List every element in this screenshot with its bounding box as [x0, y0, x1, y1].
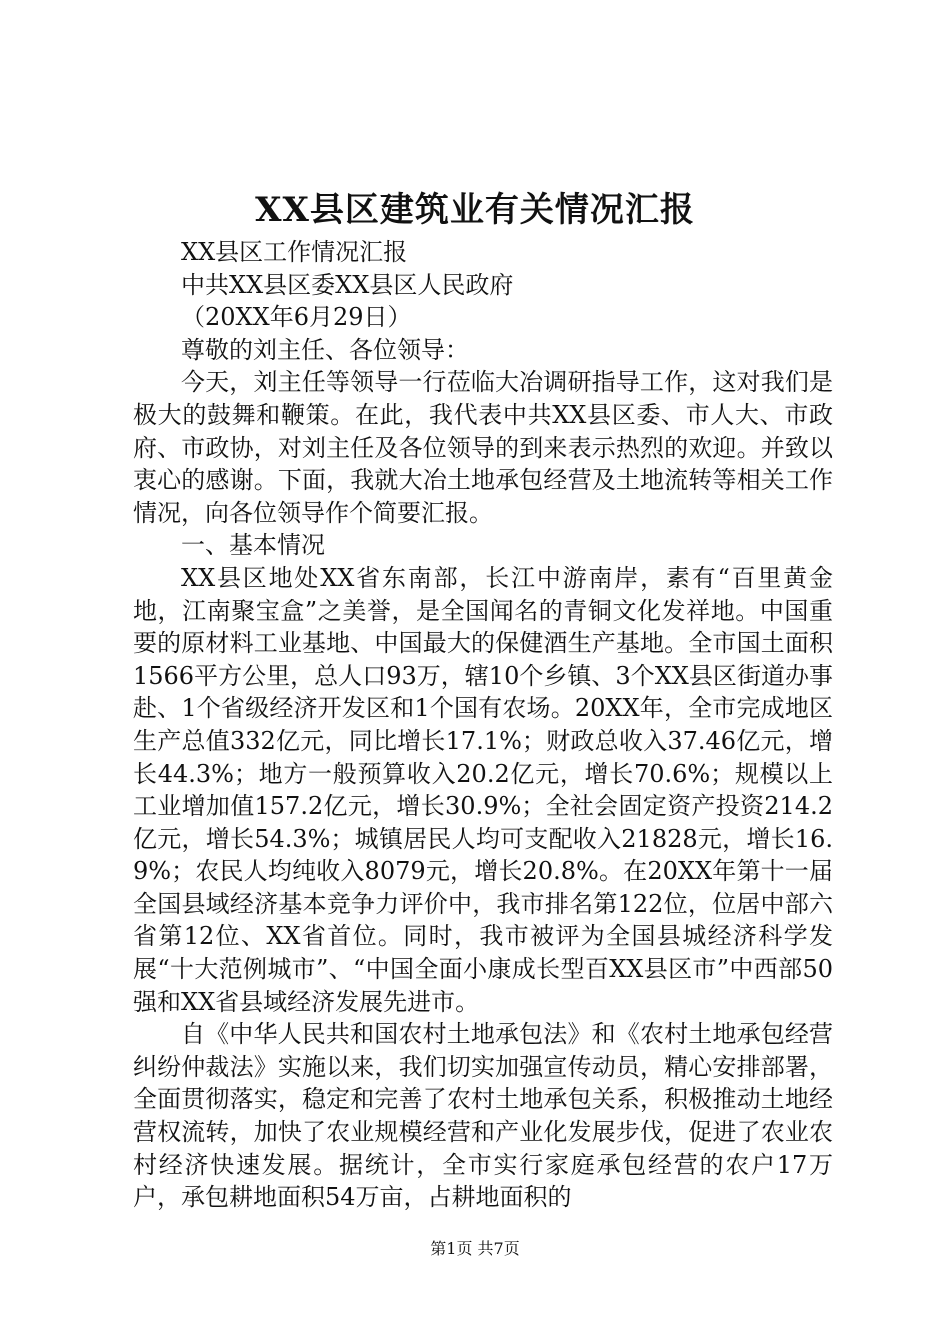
document-body [133, 236, 833, 1214]
salutation: 尊敬的刘主任、各位领导： [181, 335, 469, 364]
land-contract-paragraph: 自《中华人民共和国农村土地承包法》和《农村土地承包经营纠纷仲裁法》实施以来，我们切实加强宣传动员，精心安排部署，全面贯彻落实，稳定和完善了农村土地承包关系，积极推动土地经营权流转，加快了农业规模经营和产业化发展步伐，促进了农业农村经济快速发展。据统计，全市实行家庭承包经营的农户17万户，承包耕地面积54万亩，占耕地面积的 [133, 1020, 833, 1212]
issuing-organization: 中共XX县区委XX县区人民政府 [181, 270, 514, 299]
basic-situation-paragraph: XX县区地处XX省东南部，长江中游南岸，素有“百里黄金地，江南聚宝盒”之美誉，是全国闻名的青铜文化发祥地。中国重要的原材料工业基地、中国最大的保健酒生产基地。全市国土面积1566平方公里，总人口93万，辖10个乡镇、3个XX县区街道办事赴、1个省级经济开发区和1个国有农场。20XX年，全市完成地区生产总值332亿元，同比增长17.1%；财政总收入37.46亿元，增长44.3%；地方一般预算收入20.2亿元，增长70.6%；规模以上工业增加值157.2亿元，增长30.9%；全社会固定资产投资214.2亿元，增长54.3%；城镇居民人均可支配收入21828元，增长16.9%；农民人均纯收入8079元，增长20.8%。在20XX年第十一届全国县域经济基本竞争力评价中，我市排名第122位，位居中部六省第12位、XX省首位。同时，我市被评为全国县城经济科学发展“十大范例城市”、“中国全面小康成长型百XX县区市”中西部50强和XX省县域经济发展先进市。 [133, 563, 833, 1016]
intro-paragraph: 今天，刘主任等领导一行莅临大冶调研指导工作，这对我们是极大的鼓舞和鞭策。在此，我代表中共XX县区委、市人大、市政府、市政协，对刘主任及各位领导的到来表示热烈的欢迎。并致以衷心的感谢。下面，我就大冶土地承包经营及土地流转等相关工作情况，向各位领导作个简要汇报。 [133, 368, 833, 527]
report-date: （20XX年6月29日） [181, 303, 412, 332]
section-heading: 一、基本情况 [181, 531, 325, 560]
report-subtitle: XX县区工作情况汇报 [181, 238, 408, 266]
page-footer: 第1页 共7页 [430, 1239, 520, 1258]
document-title: XX县区建筑业有关情况汇报 [255, 190, 695, 230]
